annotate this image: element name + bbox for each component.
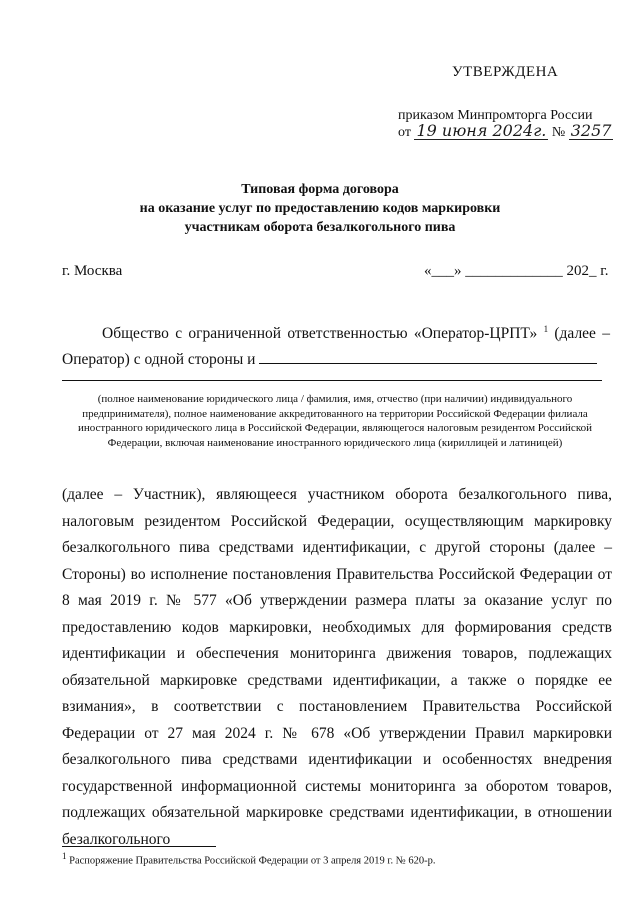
footnote: [62, 851, 436, 867]
document-title: [0, 180, 640, 237]
handwritten-date: 19 июня 2024г.: [416, 121, 547, 140]
party-name-blank[interactable]: [259, 348, 597, 364]
title-line-3: участникам оборота безалкогольного пива: [184, 220, 456, 235]
footnote-ref: 1: [543, 324, 549, 334]
footnote-text: Распоряжение Правительства Российской Федерации от 3 апреля 2019 г. № 620-р.: [69, 855, 436, 867]
date-template: «___» _____________ 202_ г.: [424, 263, 609, 279]
intro-text: Общество с ограниченной ответственностью «Оператор-ЦРПТ»: [102, 325, 538, 343]
party-name-blank-line[interactable]: [62, 380, 602, 381]
approval-heading: УТВЕРЖДЕНА: [452, 64, 559, 80]
place: г. Москва: [62, 263, 123, 279]
handwritten-number: 3257: [570, 121, 612, 140]
footnote-divider: [62, 846, 216, 847]
blank-caption: (полное наименование юридического лица / фамилия, имя, отчество (при наличии) индивидуального предпринимателя), полное наименование аккредитованного на территории Российской Федерации филиала иностранного юридического лица в Российской Федерации, являющегося налоговым резидентом Российской Федерации, включая наименование иностранного юридического лица (кириллицей и латиницей): [77, 393, 592, 449]
approval-date-line: [398, 123, 613, 141]
number-label: №: [551, 125, 566, 140]
title-line-2: на оказание услуг по предоставлению кодов маркировки: [139, 201, 501, 216]
body-paragraph: (далее – Участник), являющееся участником оборота безалкогольного пива, налоговым резидентом Российской Федерации, осуществляющим маркировку безалкогольного пива средствами идентификации, с другой стороны (далее – Стороны) во исполнение постановления Правительства Российской Федерации от 8 мая 2019 г. № 577 «Об утверждении размера платы за оказание услуг по предоставлению кодов маркировки, необходимых для формирования средств идентификации и обеспечения мониторинга движения товаров, подлежащих обязательной маркировке средствами идентификации, а также о порядке ее взимания», в соответствии с постановлением Правительства Российской Федерации от 27 мая 2024 г. № 678 «Об утверждении Правил маркировки безалкогольного пива средствами идентификации и особенностях внедрения государственной информационной системы мониторинга за оборотом товаров, подлежащих обязательной маркировке средствами идентификации, в отношении безалкогольного: [62, 486, 612, 848]
intro-text-cont: (далее – Оператор) с одной стороны и: [62, 325, 610, 369]
footnote-mark: 1: [62, 851, 67, 861]
intro-paragraph: [62, 316, 610, 373]
from-label: от: [398, 125, 411, 140]
approval-order-text: приказом Минпромторга России: [398, 108, 593, 123]
title-line-1: Типовая форма договора: [241, 182, 399, 197]
